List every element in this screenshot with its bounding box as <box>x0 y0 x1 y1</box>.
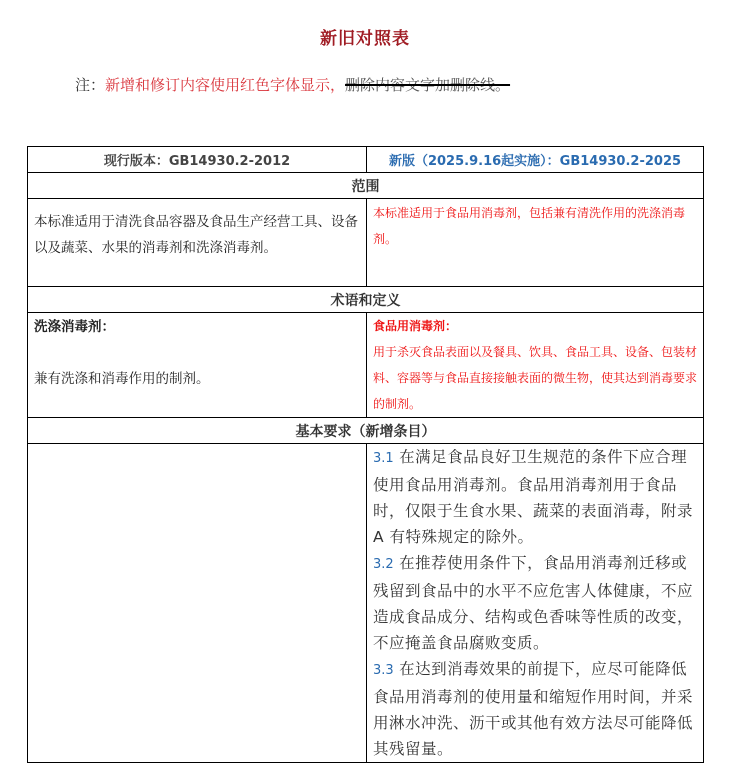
note-strike-text: 删除内容文字加删除线。 <box>345 76 511 94</box>
section-title-scope: 范围 <box>28 173 704 199</box>
requirement-item <box>373 656 697 762</box>
section-header-row <box>28 173 704 199</box>
requirement-number: 3.1 <box>373 451 394 466</box>
requirements-old <box>28 444 367 763</box>
section-title-terms: 术语和定义 <box>28 287 704 313</box>
comparison-table <box>27 146 704 763</box>
section-title-requirements: 基本要求（新增条目） <box>28 418 704 444</box>
table-header-row <box>28 147 704 173</box>
requirement-text: 在推荐使用条件下，食品用消毒剂迁移或残留到食品中的水平不应危害人体健康，不应造成食品成分、结构或色香味等性质的改变，不应掩盖食品腐败变质。 <box>373 554 694 652</box>
table-row <box>28 444 704 763</box>
note-red-text: 新增和修订内容使用红色字体显示， <box>105 76 346 94</box>
requirement-item <box>373 444 697 550</box>
requirement-text: 在达到消毒效果的前提下，应尽可能降低食品用消毒剂的使用量和缩短作用时间，并采用淋水冲洗、沥干或其他有效方法尽可能降低其残留量。 <box>373 660 694 758</box>
terms-new <box>367 313 704 418</box>
old-definition: 兼有洗涤和消毒作用的制剂。 <box>34 371 210 387</box>
header-new-version: 新版（2025.9.16起实施）：GB14930.2-2025 <box>367 147 704 173</box>
scope-old: 本标准适用于清洗食品容器及食品生产经营工具、设备以及蔬菜、水果的消毒剂和洗涤消毒剂。 <box>28 199 367 287</box>
new-definition: 用于杀灭食品表面以及餐具、饮具、食品工具、设备、包装材料、容器等与食品直接接触表面的微生物，使其达到消毒要求的制剂。 <box>373 345 698 411</box>
section-header-row <box>28 287 704 313</box>
note <box>75 74 510 95</box>
table-row <box>28 313 704 418</box>
table-row <box>28 199 704 287</box>
requirement-number: 3.3 <box>373 663 394 678</box>
page-title: 新旧对照表 <box>320 29 410 49</box>
old-term: 洗涤消毒剂： <box>34 319 115 335</box>
scope-new: 本标准适用于食品用消毒剂，包括兼有清洗作用的洗涤消毒剂。 <box>367 199 704 287</box>
header-old-version: 现行版本：GB14930.2-2012 <box>28 147 367 173</box>
new-term: 食品用消毒剂： <box>373 319 458 333</box>
requirement-item <box>373 550 697 656</box>
requirements-new <box>367 444 704 763</box>
note-label: 注： <box>75 76 106 94</box>
terms-old <box>28 313 367 418</box>
requirement-text: 在满足食品良好卫生规范的条件下应合理使用食品用消毒剂。食品用消毒剂用于食品时，仅限于生食水果、蔬菜的表面消毒，附录 A 有特殊规定的除外。 <box>373 448 694 546</box>
requirement-number: 3.2 <box>373 557 394 572</box>
section-header-row <box>28 418 704 444</box>
